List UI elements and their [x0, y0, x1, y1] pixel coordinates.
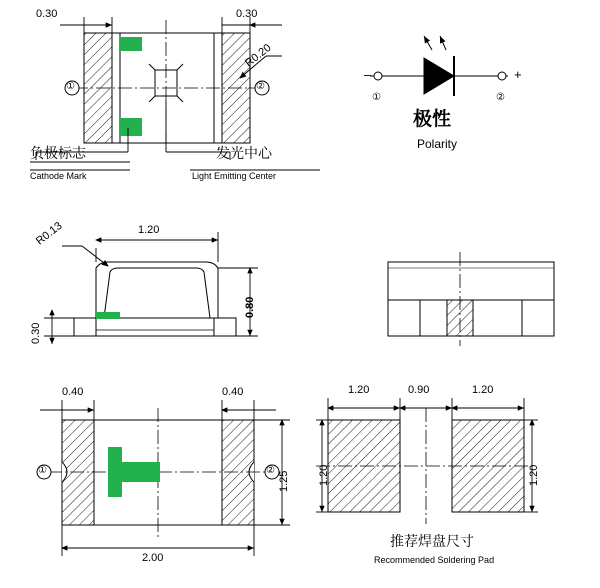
polarity-title-en: Polarity — [417, 137, 458, 151]
side-view-dim-radius: R0.13 — [34, 219, 65, 248]
side-view-geometry — [62, 246, 236, 336]
cathode-mark-label-en: Cathode Mark — [30, 171, 87, 181]
top-view-dim-radius: R0.20 — [243, 41, 274, 70]
top-view-dim-left-width: 0.30 — [36, 8, 58, 20]
polarity-title-cn: 极性 — [413, 109, 452, 130]
bottom-view-dim-total-length: 2.00 — [142, 552, 164, 564]
bottom-view-terminal-2: ② — [266, 465, 275, 476]
bottom-view-dim-left-pad: 0.40 — [62, 386, 84, 398]
pad-dim-height-right: 1.20 — [528, 464, 540, 486]
soldering-pad-title-cn: 推荐焊盘尺寸 — [390, 533, 474, 549]
light-emitting-center-label-en: Light Emitting Center — [192, 171, 277, 181]
pad-dim-left: 1.20 — [348, 384, 370, 396]
back-view-geometry — [388, 252, 554, 346]
bottom-view-geometry — [37, 408, 279, 538]
polarity-minus-sign: – — [364, 67, 372, 82]
bottom-view-dim-width: 1.25 — [278, 470, 290, 492]
top-view-geometry — [74, 20, 282, 152]
soldering-pad-title-en: Recommended Soldering Pad — [374, 555, 495, 565]
pad-dim-right: 1.20 — [472, 384, 494, 396]
polarity-terminal-1: ① — [372, 92, 381, 103]
bottom-view-dim-right-pad: 0.40 — [222, 386, 244, 398]
cathode-mark-label-cn: 负极标志 — [30, 145, 86, 161]
soldering-pad-geometry — [316, 408, 536, 524]
top-view-terminal-1: ① — [66, 81, 75, 92]
polarity-symbol-geometry — [370, 36, 508, 96]
pad-dim-height-left: 1.20 — [318, 464, 330, 486]
light-emitting-center-label-cn: 发光中心 — [216, 145, 272, 161]
top-view-dim-right-width: 0.30 — [236, 8, 258, 20]
bottom-view-terminal-1: ① — [38, 465, 47, 476]
side-view-dim-height: 0.80 — [244, 296, 256, 318]
polarity-plus-sign: + — [514, 67, 522, 82]
pad-dim-gap: 0.90 — [408, 384, 430, 396]
top-view-terminal-2: ② — [256, 81, 265, 92]
polarity-terminal-2: ② — [496, 92, 505, 103]
side-view-dim-length: 1.20 — [138, 224, 160, 236]
side-view-dim-base-height: 0.30 — [30, 322, 42, 344]
